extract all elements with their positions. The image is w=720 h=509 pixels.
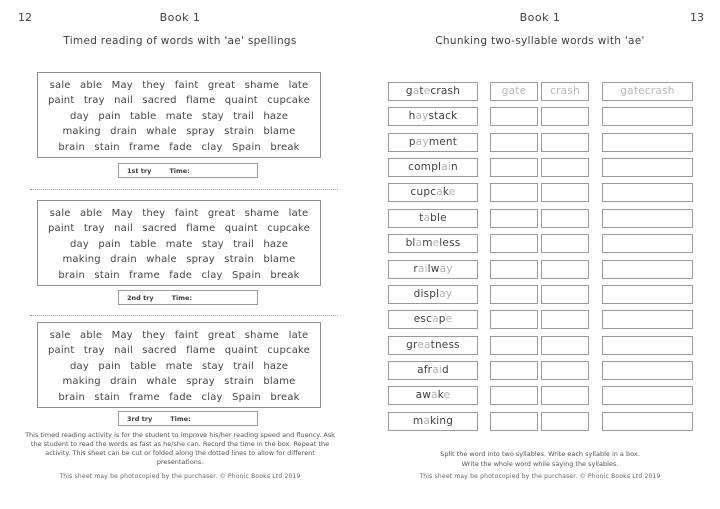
syllable-box-1[interactable] [490,336,538,355]
syllable-box-2[interactable] [541,158,589,177]
syllable-box-1[interactable] [490,183,538,202]
word-line: sale able May they faint great shame late [49,80,309,91]
chunk-row [360,234,720,253]
whole-word-box[interactable] [602,412,693,431]
word-label-box [388,412,478,431]
word-label-box [388,310,478,329]
syllable-box-1[interactable] [490,158,538,177]
word-letters: displ [413,287,440,300]
syllable-box-1[interactable] [490,234,538,253]
whole-word-box[interactable] [602,336,693,355]
ae-grapheme: ea [417,338,431,351]
word-letters: p [438,313,446,326]
dotted-fold-line [30,189,338,190]
whole-word-box[interactable] [602,361,693,380]
word-letters: n [450,161,458,174]
word-letters: compl [408,161,442,174]
syllable-box-2[interactable] [541,285,589,304]
page-13 [360,0,720,509]
word-letters: h [408,110,416,123]
syllable-box-2[interactable] [541,183,589,202]
word-letters: crash [430,85,461,97]
ae-grapheme: e [443,389,451,402]
ae-grapheme: ai [417,262,428,275]
syllable-box-2: crash [541,82,589,101]
split-instructions-line1: Split the word into two syllables. Write each syllable in a box. [440,450,640,458]
chunk-row [360,133,720,152]
ae-grapheme: e [432,237,440,250]
syllable-box-2[interactable] [541,260,589,279]
word-letters: p [408,135,416,148]
whole-word-box[interactable] [602,183,693,202]
word-line: day pain table mate stay trail haze [69,360,289,372]
copyright-line-right: This sheet may be photocopied by the purchaser. © Phonic Books Ltd 2019 [419,473,661,480]
chunk-row [360,336,720,355]
try-time-box-3[interactable] [118,411,258,426]
word-line: making drain whale spray strain blame [62,126,296,138]
chunk-row [360,158,720,177]
word-label-box [388,209,478,228]
syllable-box-1[interactable] [490,260,538,279]
chunk-row [360,285,720,304]
whole-word-box: gatecrash [602,82,693,101]
word-line: brain stain frame fade clay Spain break [58,141,300,153]
whole-word-box[interactable] [602,234,693,253]
syllable-box-2[interactable] [541,361,589,380]
syllable-box-2[interactable] [541,133,589,152]
word-letters: gr [406,338,418,351]
page-subtitle-right: Chunking two-syllable words with 'ae' [435,35,645,47]
word-letters: ble [430,211,447,224]
word-letters: afr [417,363,433,376]
word-line: day pain table mate stay trail haze [69,238,289,250]
word-label-box [388,260,478,279]
word-line: paint tray nail sacred flame quaint cupcake [47,223,311,235]
word-letters: m [422,237,433,250]
word-label-box [388,386,478,405]
ae-grapheme: ay [415,135,429,148]
word-letters: lw [427,262,440,275]
whole-word-box[interactable] [602,209,693,228]
word-line: sale able May they faint great shame late [49,330,309,341]
book-title-right: Book 1 [519,11,561,24]
syllable-box-1[interactable] [490,107,538,126]
word-line: making drain whale spray strain blame [62,376,296,388]
ae-grapheme: ai [441,161,451,174]
word-label-box [388,133,478,152]
syllable-box-1[interactable] [490,310,538,329]
page-subtitle-left: Timed reading of words with 'ae' spellings [63,35,297,47]
word-letters: r [413,262,418,275]
whole-word-box[interactable] [602,386,693,405]
chunk-row [360,310,720,329]
ae-grapheme: e [423,85,431,97]
word-line: brain stain frame fade clay Spain break [58,391,300,403]
word-letters: k [442,186,449,199]
time-label: Time: [169,166,190,175]
ae-grapheme: ay [439,262,453,275]
word-line: making drain whale spray strain blame [62,254,296,266]
word-label-box [388,158,478,177]
word-letters: cupc [410,186,437,199]
chunk-row [360,82,720,101]
page-number-right: 13 [690,11,704,24]
ae-grapheme: a [431,389,438,402]
copyright-line-left: This sheet may be photocopied by the purchaser. © Phonic Books Ltd 2019 [59,473,301,480]
chunk-row [360,183,720,202]
word-letters: king [429,414,454,427]
syllable-box-2[interactable] [541,336,589,355]
whole-word-box[interactable] [602,310,693,329]
word-label-box [388,336,478,355]
book-title-left: Book 1 [159,11,201,24]
word-letters: esc [413,313,433,326]
chunk-row [360,260,720,279]
syllable-box-2[interactable] [541,412,589,431]
ae-grapheme: a [423,211,431,224]
syllable-box-2[interactable] [541,107,589,126]
time-label: Time: [170,414,191,423]
word-label-box [388,361,478,380]
ae-grapheme: ai [432,363,442,376]
syllable-box-1[interactable] [490,361,538,380]
word-letters: ment [428,135,458,148]
chunk-row [360,361,720,380]
ae-grapheme: ay [415,110,429,123]
word-line: brain stain frame fade clay Spain break [58,269,300,281]
syllable-box-2[interactable] [541,209,589,228]
ae-grapheme: e [445,313,453,326]
word-line: day pain table mate stay trail haze [69,110,289,122]
word-letters: k [437,389,444,402]
word-label-box [388,285,478,304]
split-instructions [390,449,690,469]
syllable-box-1: gate [490,82,538,101]
word-label-box [388,234,478,253]
whole-word-box[interactable] [602,158,693,177]
try-time-box-2[interactable] [118,290,258,305]
syllable-box-1[interactable] [490,133,538,152]
word-letters: t [419,211,424,224]
ae-grapheme: e [448,186,456,199]
whole-word-box[interactable] [602,107,693,126]
try-label: 3rd try [127,414,153,423]
syllable-box-1[interactable] [490,209,538,228]
ae-grapheme: a [423,414,430,427]
syllable-box-2[interactable] [541,310,589,329]
syllable-box-2[interactable] [541,386,589,405]
word-letters: d [441,363,449,376]
ae-grapheme: a [412,85,420,97]
activity-instructions: This timed reading activity is for the student to improve his/her reading speed and fluency. Ask the student to read the words as fast as he/she can. Record the time in the box. Repeat the activity. This sheet can be cut or folded along the dotted lines to allow for different presentations. [25,431,335,466]
word-letters: tness [430,338,460,351]
try-label: 2nd try [127,293,154,302]
word-letters: g [405,85,413,97]
word-reading-box-2 [37,200,321,286]
time-label: Time: [171,293,193,302]
dotted-fold-line [30,315,338,316]
syllable-box-1[interactable] [490,285,538,304]
word-letters: stack [428,110,458,123]
word-letters: t [419,85,424,97]
chunk-row [360,412,720,431]
ae-grapheme: ay [439,287,453,300]
word-label-box [388,107,478,126]
syllable-box-1[interactable] [490,386,538,405]
chunk-row [360,386,720,405]
word-letters: less [439,237,461,250]
chunk-row [360,107,720,126]
word-line: sale able May they faint great shame late [49,208,309,219]
word-letters: m [412,414,424,427]
ae-grapheme: a [432,313,439,326]
word-letters: bl [405,237,416,250]
word-reading-box-1 [37,72,321,158]
word-label-box [388,82,478,101]
syllable-box-1[interactable] [490,412,538,431]
try-time-box-1[interactable] [118,163,258,178]
split-instructions-line2: Write the whole word while saying the syllables. [461,460,619,468]
ae-grapheme: a [436,186,443,199]
try-label: 1st try [127,166,152,175]
word-line: paint tray nail sacred flame quaint cupcake [47,95,311,107]
page-number-left: 12 [18,11,32,24]
word-line: paint tray nail sacred flame quaint cupcake [47,345,311,357]
chunk-row [360,209,720,228]
word-reading-box-3 [37,322,321,408]
syllable-box-2[interactable] [541,234,589,253]
ae-grapheme: a [415,237,423,250]
whole-word-box[interactable] [602,260,693,279]
word-letters: aw [415,389,432,402]
word-label-box [388,183,478,202]
whole-word-box[interactable] [602,285,693,304]
whole-word-box[interactable] [602,133,693,152]
